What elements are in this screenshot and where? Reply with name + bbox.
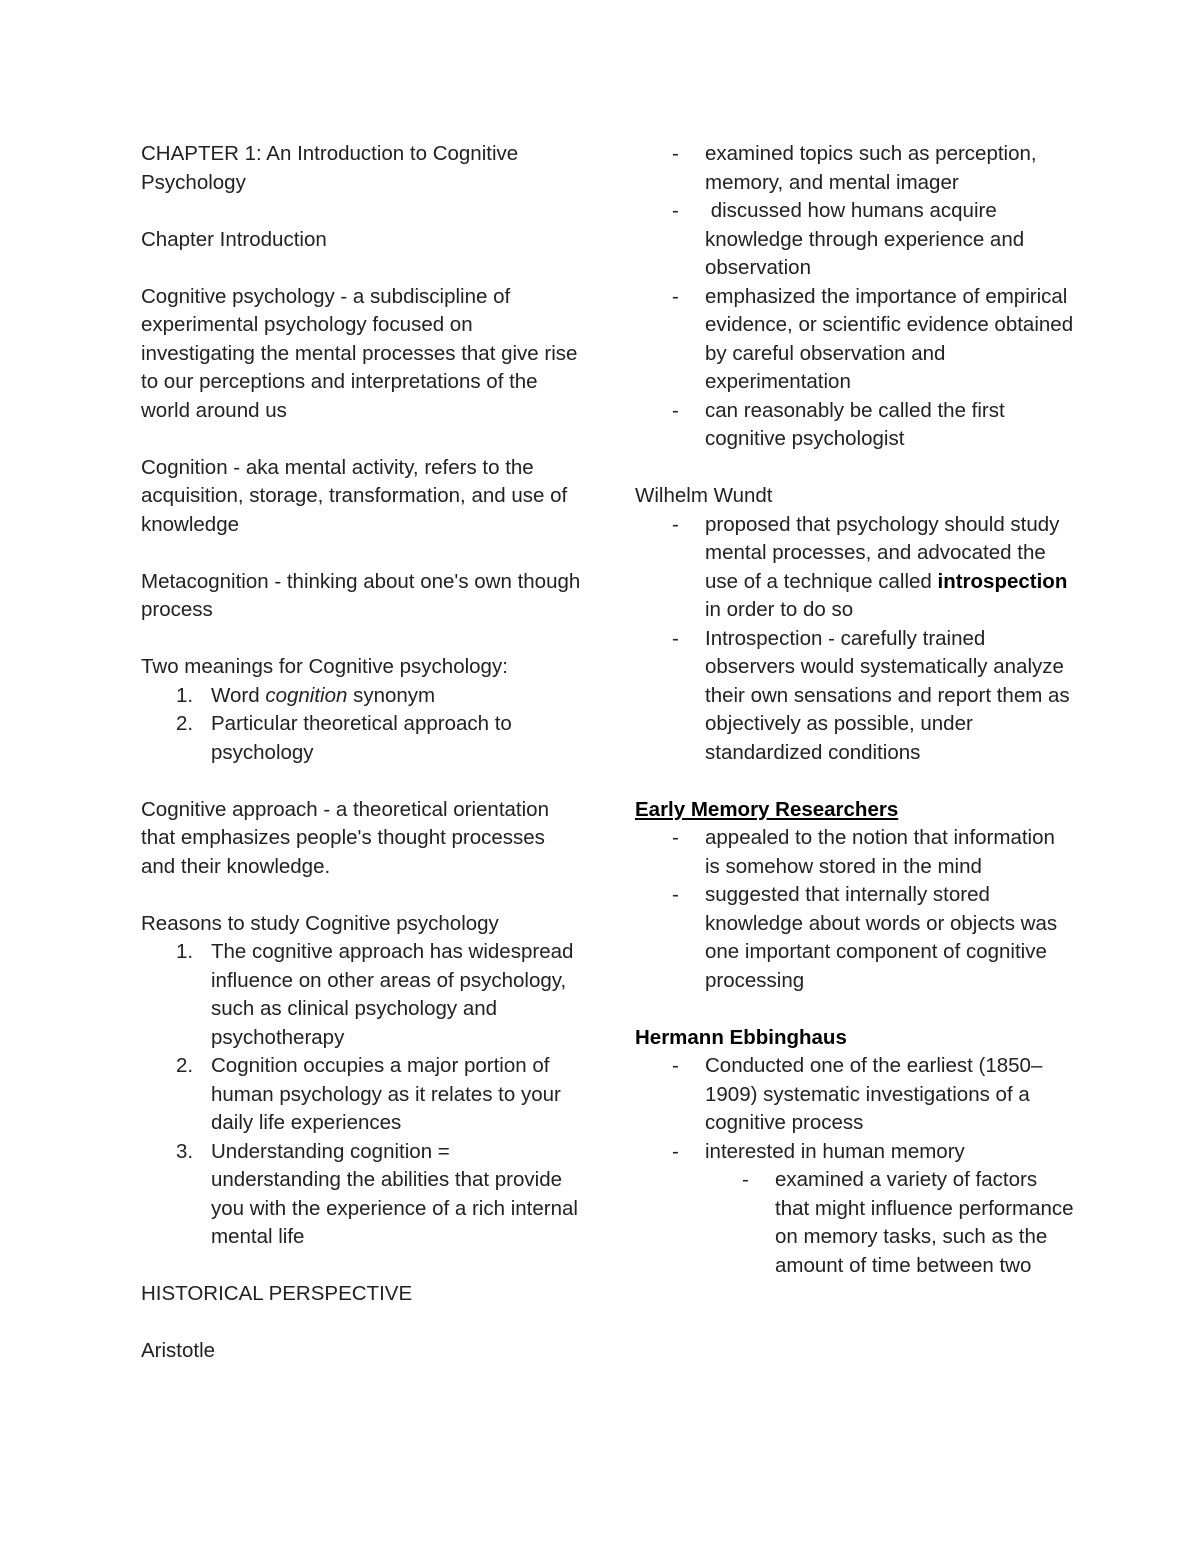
list-item-text: discussed how humans acquire knowledge through experience and observation: [705, 199, 1030, 279]
list-item-text: Understanding cognition = understanding the abilities that provide you with the experience of a rich internal mental life: [211, 1139, 578, 1248]
cognitive-psychology-definition: Cognitive psychology - a subdiscipline of experimental psychology focused on investigating the mental processes that give rise to our perceptions and interpretations of the world around us: [141, 284, 578, 422]
list-item-text: examined a variety of factors that might influence performance on memory tasks, such as the amount of time between two: [775, 1168, 1074, 1277]
dash-bullet: -: [672, 284, 679, 308]
list-item: [635, 881, 1075, 995]
list-item-text: emphasized the importance of empirical evidence, or scientific evidence obtained by careful observation and experimentation: [705, 284, 1074, 393]
list-item: [141, 1052, 581, 1138]
two-meanings-list: [141, 682, 581, 768]
list-item-text: proposed that psychology should study mental processes, and advocated the use of a technique called: [705, 512, 1060, 593]
list-number: 1.: [176, 683, 194, 707]
cognition-definition: Cognition - aka mental activity, refers to the acquisition, storage, transformation, and use of knowledge: [141, 455, 568, 536]
list-item: [635, 197, 1075, 283]
list-item-text: interested in human memory: [705, 1139, 965, 1163]
list-item: [141, 938, 581, 1052]
early-memory-researchers-heading: Early Memory Researchers: [635, 797, 899, 821]
aristotle-heading: Aristotle: [141, 1339, 216, 1362]
list-item: [635, 1166, 1075, 1280]
dash-bullet: -: [672, 398, 679, 422]
aristotle-points-list: [635, 140, 1075, 454]
list-number: 2.: [176, 1054, 194, 1077]
list-item-text: suggested that internally stored knowledge about words or objects was one important component of cognitive processing: [705, 883, 1058, 992]
cognitive-approach-definition: Cognitive approach - a theoretical orientation that emphasizes people's thought processes and their knowledge.: [141, 797, 549, 878]
list-item: [635, 511, 1075, 625]
list-item: [141, 682, 581, 711]
list-item: [141, 710, 581, 767]
list-item-text: examined topics such as perception, memory, and mental imager: [705, 142, 1037, 194]
list-item: [635, 824, 1075, 881]
dash-bullet: -: [672, 199, 679, 222]
list-item: [635, 283, 1075, 397]
historical-perspective-heading: HISTORICAL PERSPECTIVE: [141, 1282, 413, 1305]
list-item-text: synonym: [347, 683, 436, 707]
list-item-text: Word: [211, 683, 266, 707]
wilhelm-wundt-heading: Wilhelm Wundt: [635, 484, 773, 507]
dash-bullet: -: [672, 1054, 679, 1077]
dash-bullet: -: [672, 142, 679, 165]
list-item-text: The cognitive approach has widespread influence on other areas of psychology, such as clinical psychology and psychotherapy: [211, 940, 574, 1049]
bold-term: introspection: [937, 569, 1068, 593]
early-memory-points-list: [635, 824, 1075, 995]
right-column: [635, 140, 1075, 1280]
list-number: 3.: [176, 1139, 194, 1163]
metacognition-definition: Metacognition - thinking about one's own though process: [141, 569, 581, 621]
list-item: [635, 1052, 1075, 1138]
ebbinghaus-sub-points-list: [635, 1166, 1075, 1280]
list-item-text: Cognition occupies a major portion of human psychology as it relates to your daily life experiences: [211, 1054, 561, 1134]
dash-bullet: -: [742, 1168, 749, 1191]
wundt-points-list: [635, 511, 1075, 768]
list-item-text: Particular theoretical approach to psychology: [211, 712, 512, 764]
reasons-title: Reasons to study Cognitive psychology: [141, 911, 499, 935]
list-item: [141, 1138, 581, 1252]
hermann-ebbinghaus-heading: Hermann Ebbinghaus: [635, 1025, 847, 1049]
list-number: 2.: [176, 712, 194, 735]
list-item-text: in order to do so: [705, 598, 854, 621]
dash-bullet: -: [672, 512, 679, 536]
chapter-title: CHAPTER 1: An Introduction to Cognitive Psychology: [141, 142, 519, 194]
emphasized-term: cognition: [265, 683, 348, 707]
list-item-text: Introspection - carefully trained observers would systematically analyze their own sensations and report them as objectively as possible, under standardized conditions: [705, 626, 1070, 764]
dash-bullet: -: [672, 826, 679, 849]
list-item: [635, 1138, 1075, 1167]
list-item: [635, 397, 1075, 454]
list-number: 1.: [176, 940, 194, 963]
list-item-text: Conducted one of the earliest (1850–1909) systematic investigations of a cognitive process: [705, 1054, 1043, 1134]
left-column: [141, 140, 581, 1366]
chapter-introduction-heading: Chapter Introduction: [141, 227, 327, 251]
list-item: [635, 625, 1075, 768]
list-item: [635, 140, 1075, 197]
list-item-text: can reasonably be called the first cognitive psychologist: [705, 398, 1005, 450]
dash-bullet: -: [672, 883, 679, 906]
reasons-list: [141, 938, 581, 1252]
dash-bullet: -: [672, 1139, 679, 1163]
dash-bullet: -: [672, 626, 679, 650]
ebbinghaus-points-list: [635, 1052, 1075, 1166]
list-item-text: appealed to the notion that information is somehow stored in the mind: [705, 826, 1055, 878]
two-meanings-title: Two meanings for Cognitive psychology:: [141, 655, 508, 678]
